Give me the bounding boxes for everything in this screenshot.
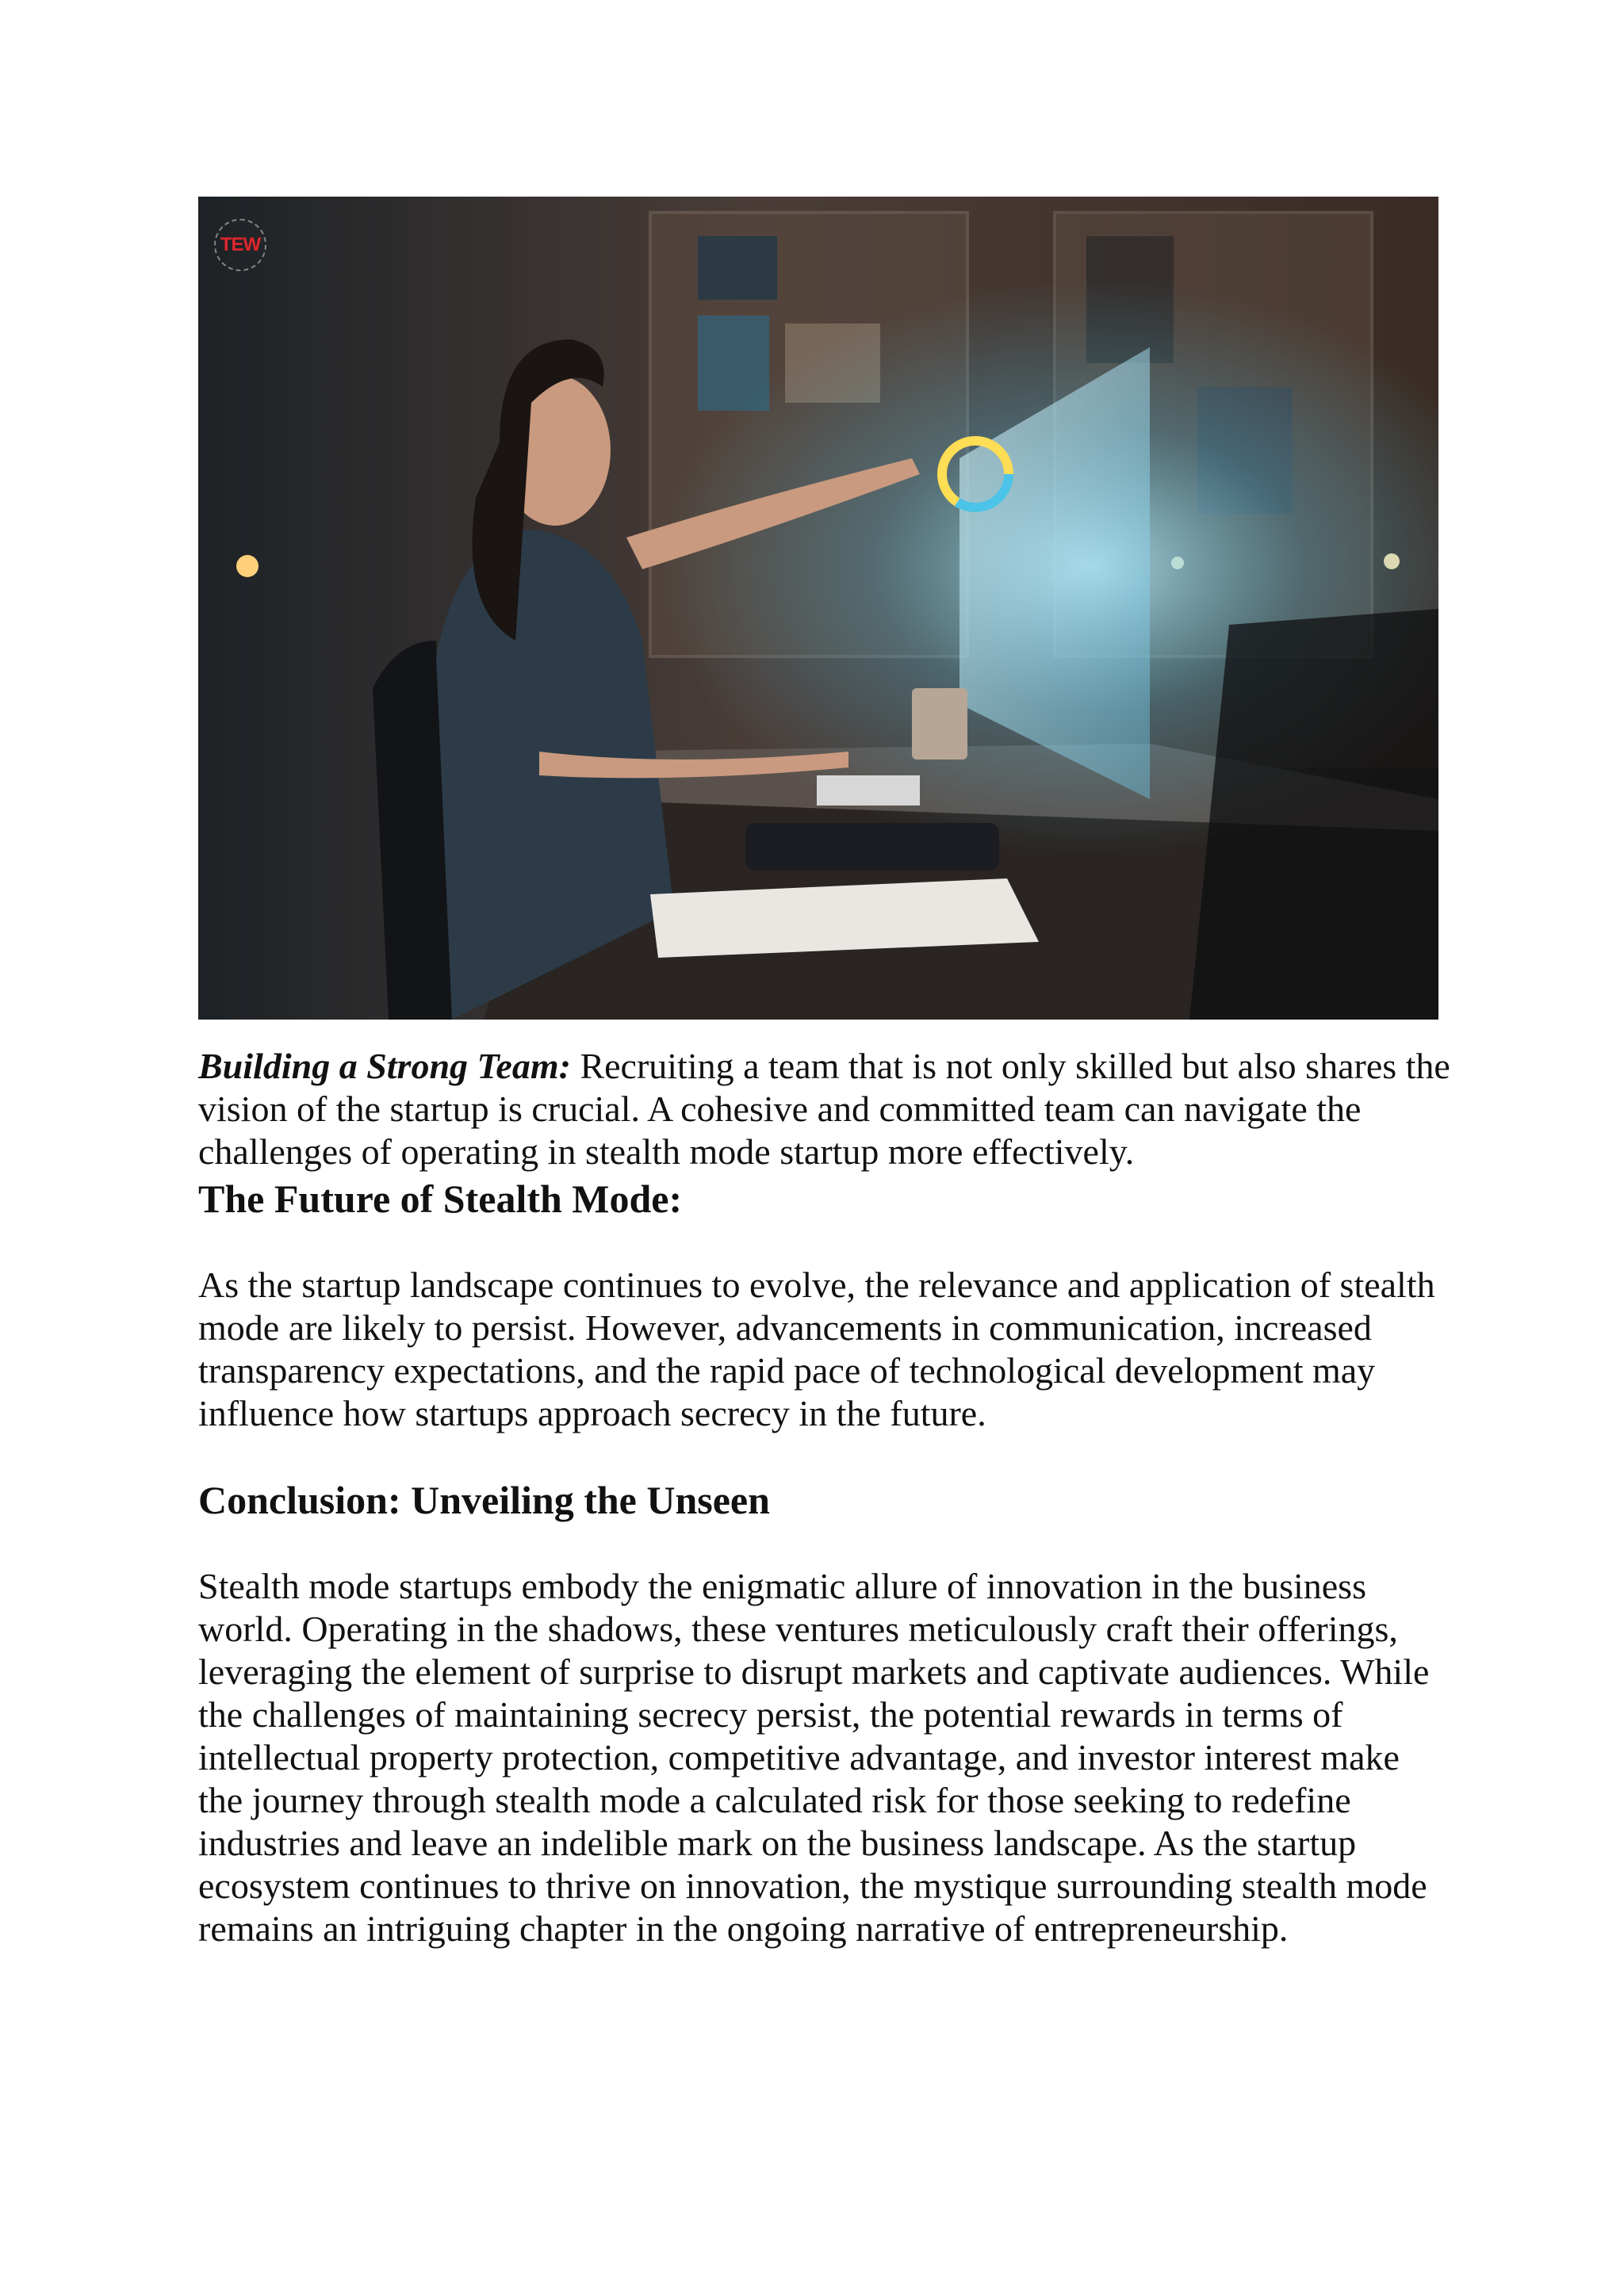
- tew-logo: [214, 219, 266, 271]
- paragraph-lead: Building a Strong Team:: [198, 1046, 571, 1086]
- tew-logo-text: TEW: [220, 234, 261, 255]
- heading-conclusion: Conclusion: Unveiling the Unseen: [198, 1478, 770, 1522]
- office-scene-illustration: [198, 197, 1438, 1020]
- paragraph-building-team: [198, 1045, 1451, 1173]
- paragraph-future: As the startup landscape continues to evolve, the relevance and application of stealth mode are likely to persist. However, advancements in communication, increased transparency expectations, and the rapid pace of technological development may influence how startups approach secrecy in the future.: [198, 1265, 1435, 1433]
- heading-future-stealth-mode: The Future of Stealth Mode:: [198, 1177, 683, 1221]
- paragraph-conclusion: Stealth mode startups embody the enigmatic allure of innovation in the business world. Operating in the shadows, these ventures meticulously craft their offerings, leveraging the element of surprise to disrupt markets and captivate audiences. While the challenges of maintaining secrecy persist, the potential rewards in terms of intellectual property protection, competitive advantage, and investor interest make the journey through stealth mode a calculated risk for those seeking to redefine industries and leave an indelible mark on the business landscape. As the startup ecosystem continues to thrive on innovation, the mystique surrounding stealth mode remains an intriguing chapter in the ongoing narrative of entrepreneurship.: [198, 1566, 1430, 1949]
- article-photo: [198, 197, 1438, 1020]
- paragraph-body: Recruiting a team that is not only skilled but also shares the vision of the startup is crucial. A cohesive and committed team can navigate the challenges of operating in stealth mode startup more effectively.: [198, 1046, 1450, 1172]
